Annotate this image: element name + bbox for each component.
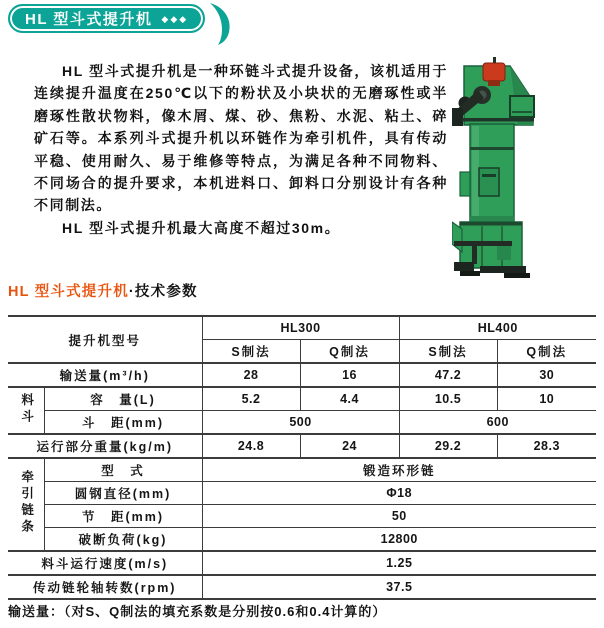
group-bucket-label: 料斗 (19, 392, 34, 426)
banner-pill (8, 4, 205, 33)
cell-model-header: 提升机型号 (8, 316, 202, 363)
table-row-chain-type (8, 458, 596, 482)
cell-breaking-load-label: 破断负荷(kg) (44, 528, 202, 552)
table-row-sprocket-rpm (8, 575, 596, 599)
cell-running-weight-label: 运行部分重量(kg/m) (8, 434, 202, 458)
table-row-bucket-speed (8, 551, 596, 575)
machine-boot (452, 216, 522, 268)
cell-capacity-v1: 4.4 (300, 387, 399, 411)
machine-head (452, 57, 534, 126)
cell-conveying-v2: 47.2 (399, 363, 497, 387)
cell-bucket-speed-label: 料斗运行速度(m/s) (8, 551, 202, 575)
section-title-accent: HL 型斗式提升机 (8, 284, 129, 300)
cell-running-weight-v3: 28.3 (497, 434, 596, 458)
table-row-running-weight (8, 434, 596, 458)
cell-bucket-pitch-label: 斗 距(mm) (44, 411, 202, 435)
cell-running-weight-v0: 24.8 (202, 434, 300, 458)
cell-method-s2: S制法 (399, 340, 497, 364)
cell-method-q2: Q制法 (497, 340, 596, 364)
cell-running-weight-v2: 29.2 (399, 434, 497, 458)
cell-rod-diameter-value: Φ18 (202, 482, 596, 505)
cell-bucket-pitch-v0: 500 (202, 411, 399, 435)
cell-method-q1: Q制法 (300, 340, 399, 364)
cell-sprocket-rpm-value: 37.5 (202, 575, 596, 599)
cell-bucket-pitch-v1: 600 (399, 411, 596, 435)
cell-model-hl400: HL400 (399, 316, 596, 340)
intro-paragraph-1: HL 型斗式提升机是一种环链斗式提升设备，该机适用于连续提升温度在250℃以下的粉状及小块状的无磨琢性或半磨琢性散状物料，像木屑、煤、砂、焦粉、水泥、粘土、碎矿石等。本系列斗式提升机以环链作为牵引机件，具有传动平稳、使用耐久、易于维修等特点，为满足各种不同物料、不同场合的提升要求，本机进料口、卸料口分别设计有各种不同制法。 (34, 63, 448, 214)
footnote: 输送量：（对S、Q制法的填充系数是分别按0.6和0.4计算的） (8, 604, 387, 619)
spec-table (8, 315, 596, 600)
table-row-models (8, 316, 596, 340)
diamonds-decoration: ◆◆◆ (161, 14, 189, 24)
section-title (8, 280, 198, 301)
bucket-elevator-photo (452, 56, 602, 284)
swoosh-icon (208, 3, 232, 45)
cell-method-s1: S制法 (202, 340, 300, 364)
cell-model-hl300: HL300 (202, 316, 399, 340)
group-chain-label: 牵引链条 (19, 470, 34, 536)
cell-running-weight-v1: 24 (300, 434, 399, 458)
banner (8, 4, 232, 45)
table-row-conveying (8, 363, 596, 387)
machine-trunk (460, 124, 514, 224)
cell-conveying-v3: 30 (497, 363, 596, 387)
table-row-capacity (8, 387, 596, 411)
cell-capacity-v2: 10.5 (399, 387, 497, 411)
intro-paragraph-2: HL 型斗式提升机最大高度不超过30m。 (62, 219, 341, 236)
table-row-bucket-pitch (8, 411, 596, 435)
cell-chain-pitch-label: 节 距(mm) (44, 505, 202, 528)
banner-title: HL 型斗式提升机 (25, 11, 153, 28)
cell-bucket-speed-value: 1.25 (202, 551, 596, 575)
cell-capacity-label: 容 量(L) (44, 387, 202, 411)
cell-chain-type-value: 锻造环形链 (202, 458, 596, 482)
section-title-rest: ·技术参数 (128, 284, 198, 300)
cell-conveying-v0: 28 (202, 363, 300, 387)
cell-capacity-v3: 10 (497, 387, 596, 411)
cell-conveying-label: 输送量(m³/h) (8, 363, 202, 387)
cell-chain-type-label: 型 式 (44, 458, 202, 482)
cell-group-bucket (8, 387, 44, 434)
cell-breaking-load-value: 12800 (202, 528, 596, 552)
table-row-rod-diameter (8, 482, 596, 505)
cell-group-chain (8, 458, 44, 551)
table-row-breaking-load (8, 528, 596, 552)
cell-conveying-v1: 16 (300, 363, 399, 387)
intro-text (34, 60, 448, 239)
table-row-chain-pitch (8, 505, 596, 528)
cell-sprocket-rpm-label: 传动链轮轴转数(rpm) (8, 575, 202, 599)
cell-chain-pitch-value: 50 (202, 505, 596, 528)
cell-rod-diameter-label: 圆钢直径(mm) (44, 482, 202, 505)
cell-capacity-v0: 5.2 (202, 387, 300, 411)
